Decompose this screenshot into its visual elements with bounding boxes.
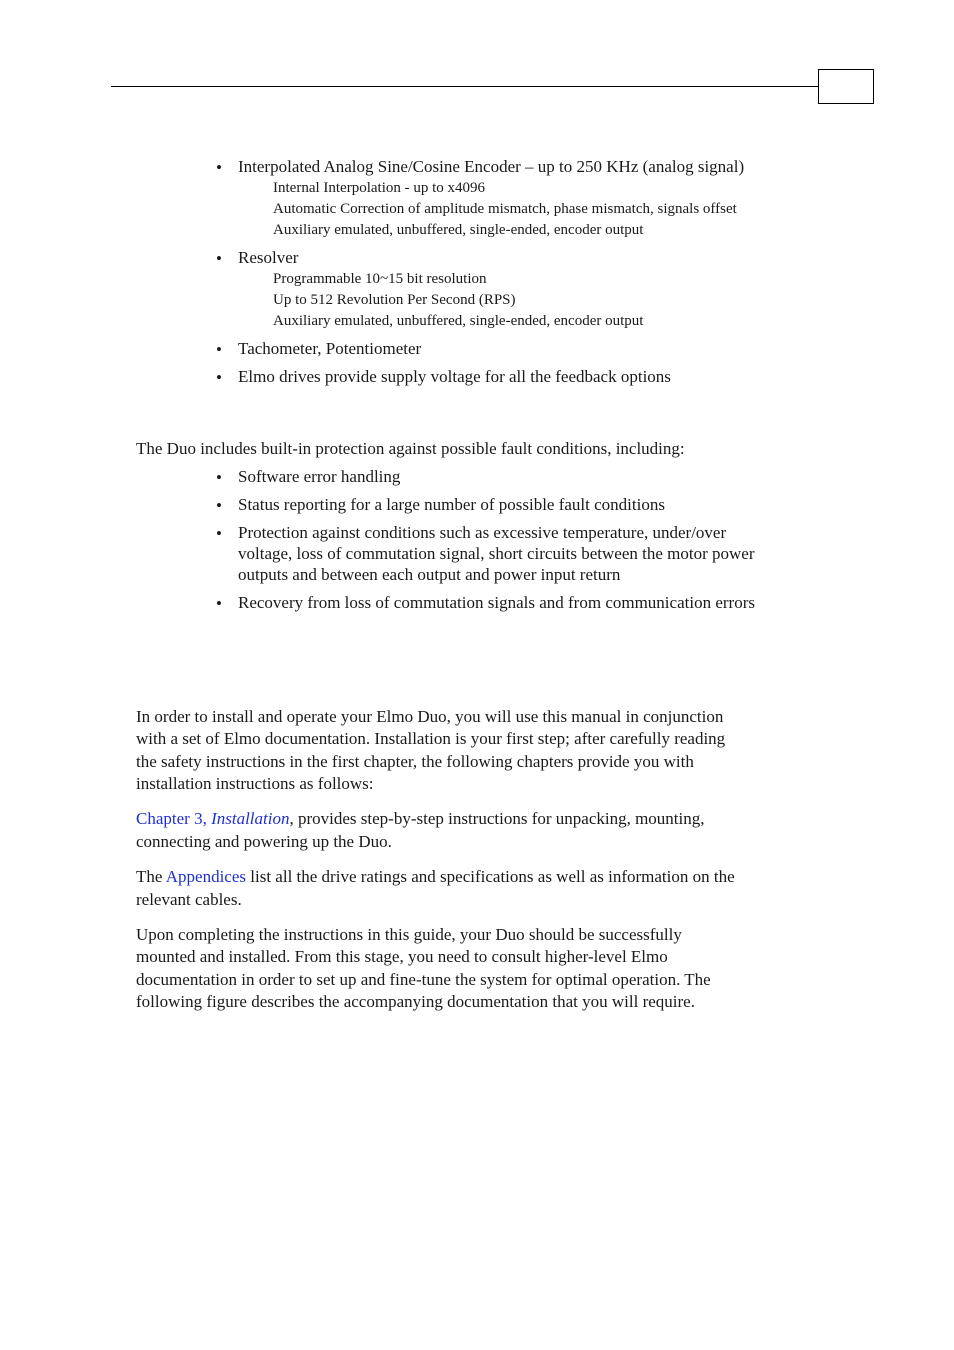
protection-item-2: Status reporting for a large number of possible fault conditions — [238, 495, 665, 514]
para3-prefix: The — [136, 867, 166, 886]
howto-para4-line-3: documentation in order to set up and fine-tune the system for optimal operation. The — [136, 970, 711, 989]
feedback-subitem-2-3: Auxiliary emulated, unbuffered, single-ended, encoder output — [273, 313, 644, 329]
howto-para1-line-1: In order to install and operate your Elmo Duo, you will use this manual in conjunction — [136, 707, 724, 726]
para3-rest: list all the drive ratings and specifications as well as information on the — [246, 867, 735, 886]
protection-item-3-line-3: outputs and between each output and power input return — [238, 565, 621, 584]
bullet-icon: • — [216, 496, 222, 515]
bullet-icon: • — [216, 158, 222, 177]
howto-para1-line-3: the safety instructions in the first chapter, the following chapters provide you with — [136, 752, 694, 771]
howto-para2-line-2: connecting and powering up the Duo. — [136, 832, 392, 851]
bullet-icon: • — [216, 249, 222, 268]
header-rule — [111, 86, 819, 87]
bullet-icon: • — [216, 340, 222, 359]
howto-para3-line-1 — [136, 868, 735, 885]
appendices-link[interactable]: Appendices — [165, 867, 247, 886]
protection-item-3-line-2: voltage, loss of commutation signal, short circuits between the motor power — [238, 544, 755, 563]
protection-item-1: Software error handling — [238, 467, 401, 486]
feedback-item-2: Resolver — [238, 248, 299, 267]
howto-para4-line-4: following figure describes the accompanying documentation that you will require. — [136, 992, 695, 1011]
howto-para1-line-2: with a set of Elmo documentation. Installation is your first step; after carefully reading — [136, 729, 726, 748]
feedback-subitem-1-2: Automatic Correction of amplitude mismatch, phase mismatch, signals offset — [273, 201, 737, 217]
bullet-icon: • — [216, 368, 222, 387]
feedback-item-4: Elmo drives provide supply voltage for all the feedback options — [238, 367, 671, 386]
howto-para2-line-1 — [136, 810, 705, 827]
howto-para4-line-2: mounted and installed. From this stage, you need to consult higher-level Elmo — [136, 947, 668, 966]
para2-rest: , provides step-by-step instructions for unpacking, mounting, — [289, 809, 705, 828]
installation-link[interactable]: Installation — [211, 809, 290, 828]
feedback-subitem-2-2: Up to 512 Revolution Per Second (RPS) — [273, 292, 516, 308]
feedback-subitem-1-3: Auxiliary emulated, unbuffered, single-ended, encoder output — [273, 222, 644, 238]
howto-para3-line-2: relevant cables. — [136, 890, 242, 909]
feedback-item-3: Tachometer, Potentiometer — [238, 339, 422, 358]
feedback-item-1: Interpolated Analog Sine/Cosine Encoder – up to 250 KHz (analog signal) — [238, 157, 745, 176]
feedback-subitem-1-1: Internal Interpolation - up to x4096 — [273, 180, 486, 196]
bullet-icon: • — [216, 524, 222, 543]
howto-para1-line-4: installation instructions as follows: — [136, 774, 374, 793]
protection-item-3-line-1: Protection against conditions such as excessive temperature, under/over — [238, 523, 727, 542]
bullet-icon: • — [216, 468, 222, 487]
page-number-box — [818, 69, 874, 104]
howto-para4-line-1: Upon completing the instructions in this guide, your Duo should be successfully — [136, 925, 682, 944]
chapter-3-link[interactable]: Chapter 3, — [136, 809, 212, 828]
bullet-icon: • — [216, 594, 222, 613]
protection-intro: The Duo includes built-in protection against possible fault conditions, including: — [136, 439, 685, 458]
protection-item-4: Recovery from loss of commutation signals and from communication errors — [238, 593, 755, 612]
feedback-subitem-2-1: Programmable 10~15 bit resolution — [273, 271, 487, 287]
